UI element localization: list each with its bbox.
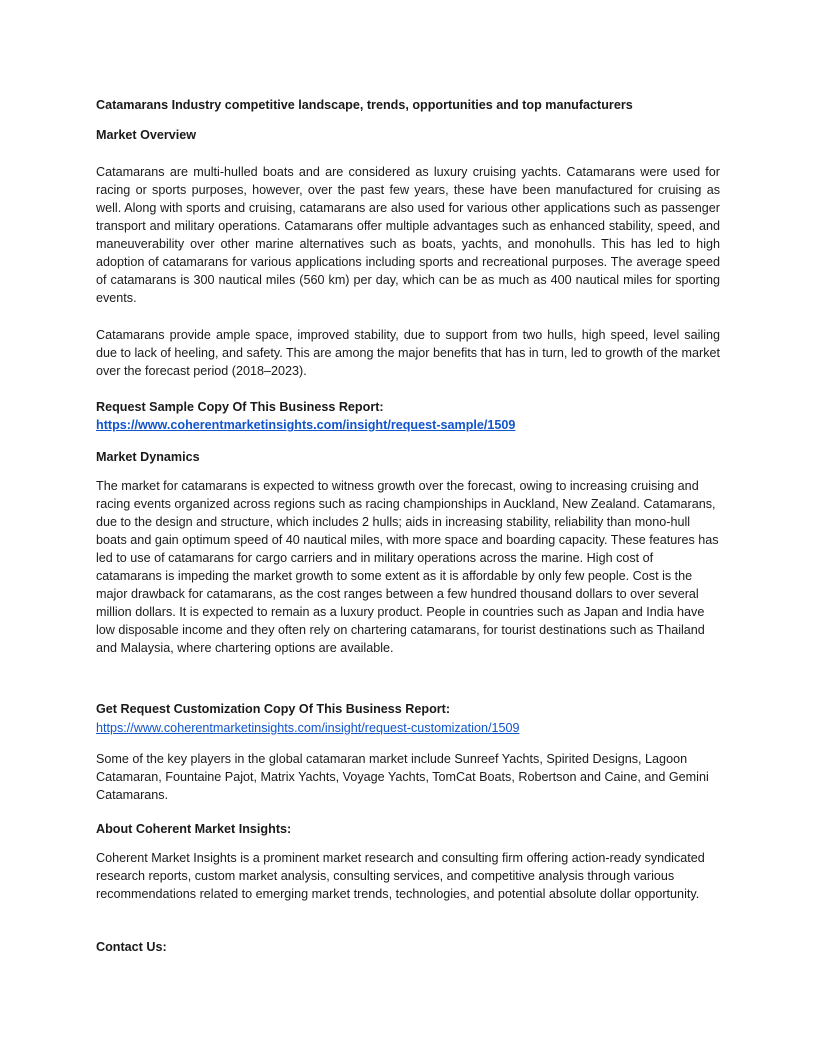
key-players-paragraph: Some of the key players in the global catamaran market include Sunreef Yachts, Spirited Designs, Lagoon Catamaran, Fountaine Pajot, Matrix Yachts, Voyage Yachts, TomCat Boats, Robertson and Caine, and Gemini Catamarans. bbox=[96, 752, 709, 802]
sample-report-label: Request Sample Copy Of This Business Report: bbox=[96, 400, 384, 414]
overview-paragraph-1: Catamarans are multi-hulled boats and are considered as luxury cruising yachts. Catamarans were used for racing or sports purposes, however, over the past few years, these have been manufactured for cruising as well. Along with sports and cruising, catamarans are also used for various other applications such as passenger transport and military operations. Catamarans offer multiple advantages such as enhanced stability, speed, and maneuverability over other marine alternatives such as boats, yachts, and monohulls. This has led to high adoption of catamarans for various applications including sports and recreational purposes. The average speed of catamarans is 300 nautical miles (560 km) per day, which can be as much as 400 nautical miles for sporting events. bbox=[96, 165, 720, 305]
market-overview-heading: Market Overview bbox=[96, 128, 197, 142]
customization-report-link[interactable]: https://www.coherentmarketinsights.com/insight/request-customization/1509 bbox=[96, 721, 520, 735]
overview-paragraph-2: Catamarans provide ample space, improved stability, due to support from two hulls, high speed, level sailing due to lack of heeling, and safety. This are among the major benefits that has in turn, led to growth of the market over the forecast period (2018–2023). bbox=[96, 328, 720, 378]
document-title: Catamarans Industry competitive landscape, trends, opportunities and top manufacturers bbox=[96, 98, 633, 112]
customization-report-label: Get Request Customization Copy Of This Business Report: bbox=[96, 702, 451, 716]
about-heading: About Coherent Market Insights: bbox=[96, 822, 292, 836]
contact-heading: Contact Us: bbox=[96, 940, 167, 954]
dynamics-paragraph: The market for catamarans is expected to witness growth over the forecast, owing to increasing cruising and racing events organized across regions such as racing championships in Auckland, New Zealand. Catamarans, due to the design and structure, which includes 2 hulls; aids in increasing stability, reliability than mono-hull boats and gain optimum speed of 40 nautical miles, with more space and boarding capacity. These features has led to use of catamarans for cargo carriers and in military operations across the marine. High cost of catamarans is impeding the market growth to some extent as it is affordable by only few people. Cost is the major drawback for catamarans, as the cost ranges between a few hundred thousand dollars to over several million dollars. It is expected to remain as a luxury product. People in countries such as Japan and India have low disposable income and they often rely on chartering catamarans, for tourist destinations such as Thailand and Malaysia, where chartering options are available. bbox=[96, 479, 719, 655]
market-dynamics-heading: Market Dynamics bbox=[96, 450, 200, 464]
sample-report-link[interactable]: https://www.coherentmarketinsights.com/insight/request-sample/1509 bbox=[96, 418, 516, 432]
about-paragraph: Coherent Market Insights is a prominent market research and consulting firm offering action-ready syndicated research reports, custom market analysis, consulting services, and competitive analysis through various recommendations related to emerging market trends, technologies, and potential absolute dollar opportunity. bbox=[96, 851, 705, 901]
